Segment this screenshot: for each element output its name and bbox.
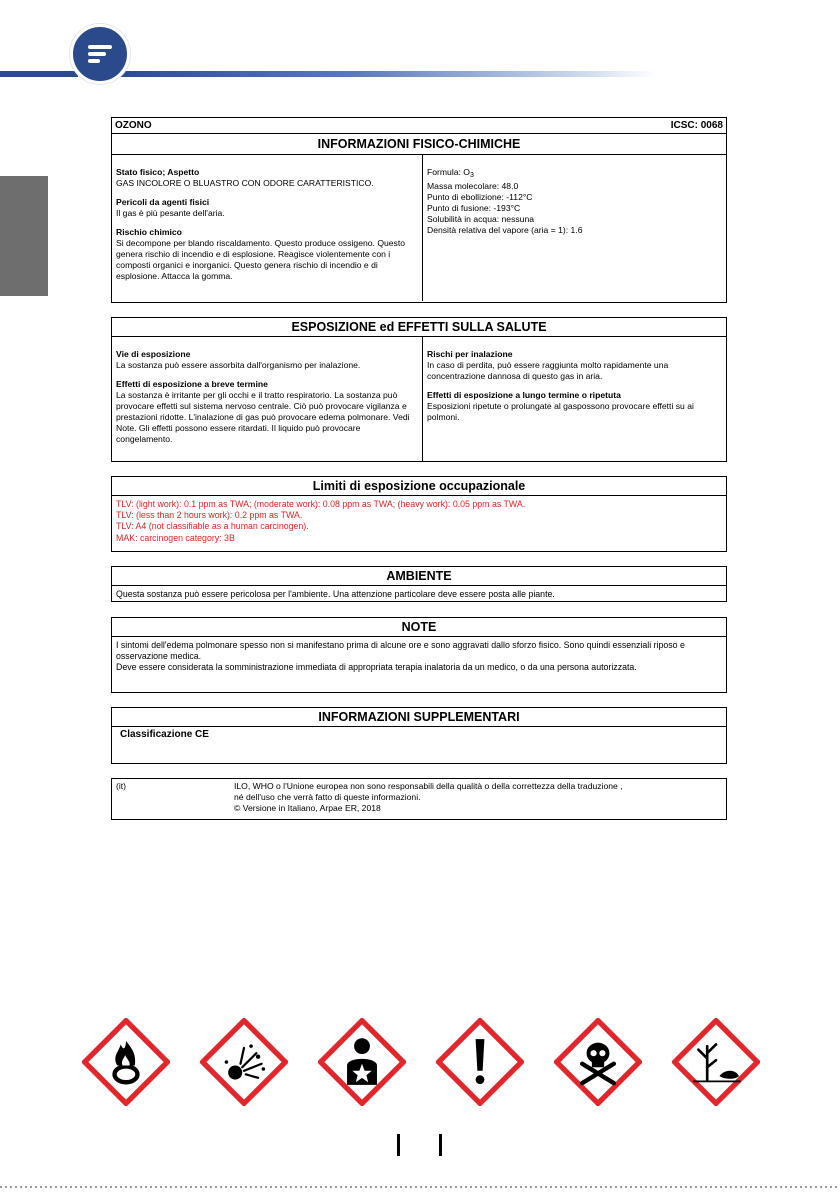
exposure-title: ESPOSIZIONE ed EFFETTI SULLA SALUTE [112, 318, 726, 337]
disclaimer-box [111, 778, 727, 820]
physchem-right [423, 155, 726, 301]
exclamation-mark-icon [436, 1018, 524, 1106]
limit-line: TLV: (light work): 0.1 ppm as TWA; (moderate work): 0.08 ppm as TWA; (heavy work): 0.05 ppm as TWA. [116, 499, 526, 509]
physchem-left [112, 155, 423, 301]
property-line: Punto di fusione: -193°C [427, 203, 521, 213]
note-paragraph: I sintomi dell'edema polmonare spesso non si manifestano prima di alcune ore e sono aggravati dallo sforzo fisico. Sono quindi essenziali riposo e osservazione medica. [116, 640, 685, 662]
exposure-routes [116, 349, 418, 371]
limit-line: TLV: (less than 2 hours work): 0.2 ppm as TWA. [116, 510, 303, 521]
exposure-section [111, 317, 727, 462]
section-heading: Pericoli da agenti fisici [116, 197, 210, 207]
page-mark-right [439, 1134, 442, 1156]
property-line: Solubilità in acqua: nessuna [427, 214, 535, 224]
language-code: (it) [116, 781, 127, 791]
physchem-section [111, 117, 727, 303]
menu-lines-icon [85, 39, 115, 69]
notes-body [112, 637, 726, 677]
section-text: In caso di perdita, può essere raggiunta molto rapidamente una concentrazione dannosa di questo gas in aria. [427, 360, 669, 381]
formula-label: Formula: O [427, 167, 470, 177]
health-hazard-icon [318, 1018, 406, 1106]
physchem-physical-hazards [116, 197, 418, 219]
header-line-right [112, 71, 657, 77]
section-text: Si decompone per blando riscaldamento. Questo produce ossigeno. Questo genera rischio di incendio e di esplosione. Reagisce violentemente con i composti organici e inorganici. Questo genera rischio di incendio e di esplosione. Attacca la gomma. [116, 238, 406, 281]
environment-section [111, 566, 727, 602]
physchem-title: INFORMAZIONI FISICO-CHIMICHE [112, 134, 726, 155]
property-line: Punto di ebollizione: -112°C [427, 192, 533, 202]
page-mark-left [397, 1134, 400, 1156]
formula [427, 167, 722, 181]
flame-over-circle-icon [82, 1018, 170, 1106]
note-paragraph: Deve essere considerata la somministrazione immediata di appropriata terapia inalatoria da un medico, o da una persona autorizzata. [116, 662, 637, 673]
icsc-number: ICSC: 0068 [670, 120, 723, 131]
physchem-chemical-hazards [116, 227, 418, 282]
disclaimer-text [234, 781, 722, 815]
section-heading: Stato fisico; Aspetto [116, 167, 200, 177]
section-text: La sostanza è irritante per gli occhi e il tratto respiratorio. La sostanza può provocare effetti sul sistema nervoso centrale. Ciò può provocare vigilanza e prestazioni ridotte. L'inalazione di gas può provocare edema polmonare. Vedi Note. Gli effetti possono essere ritardati. Il liquido può provocare congelamento. [116, 390, 410, 444]
card-topline [112, 118, 726, 134]
disclaimer-line: né dell'uso che verrà fatto di queste informazioni. [234, 792, 421, 803]
supplementary-section [111, 707, 727, 764]
limits-list [112, 496, 726, 547]
notes-section [111, 617, 727, 693]
classification-label: Classificazione CE [120, 729, 209, 740]
environment-icon [672, 1018, 760, 1106]
supplementary-title: INFORMAZIONI SUPPLEMENTARI [112, 708, 726, 727]
exposure-inhalation [427, 349, 722, 382]
section-heading: Effetti di esposizione a lungo termine o ripetuta [427, 390, 621, 400]
exposure-left [112, 337, 423, 462]
section-text: Il gas è più pesante dell'aria. [116, 208, 225, 218]
formula-subscript: 3 [469, 172, 474, 179]
limits-section [111, 476, 727, 552]
environment-title: AMBIENTE [112, 567, 726, 586]
exposure-long-term [427, 390, 722, 423]
environment-text: Questa sostanza può essere pericolosa per l'ambiente. Una attenzione particolare deve essere posta alle piante. [116, 589, 555, 599]
skull-crossbones-icon [554, 1018, 642, 1106]
section-heading: Rischi per inalazione [427, 349, 513, 359]
limit-line: TLV: A4 (not classifiable as a human carcinogen). [116, 521, 309, 532]
limit-line: MAK: carcinogen category: 3B [116, 532, 235, 543]
disclaimer-line: © Versione in Italiano, Arpae ER, 2018 [234, 803, 381, 814]
exposure-short-term [116, 379, 418, 445]
header-line-left [0, 71, 78, 77]
physchem-state [116, 167, 418, 189]
property-line: Densità relativa del vapore (aria = 1): 1.6 [427, 225, 583, 235]
ghs-pictograms [82, 1018, 762, 1104]
header-logo [70, 24, 130, 84]
exposure-right [423, 337, 726, 462]
bottom-dotted-line [0, 1186, 840, 1188]
section-text: GAS INCOLORE O BLUASTRO CON ODORE CARATTERISTICO. [116, 178, 374, 188]
section-heading: Effetti di esposizione a breve termine [116, 379, 268, 389]
substance-name: OZONO [115, 120, 152, 131]
section-heading: Rischio chimico [116, 227, 182, 237]
side-tab [0, 176, 48, 296]
section-heading: Vie di esposizione [116, 349, 191, 359]
section-text: Esposizioni ripetute o prolungate al gaspossono provocare effetti su ai polmoni. [427, 401, 694, 422]
property-line: Massa molecolare: 48.0 [427, 181, 519, 191]
limits-title: Limiti di esposizione occupazionale [112, 477, 726, 496]
exploding-bomb-icon [200, 1018, 288, 1106]
notes-title: NOTE [112, 618, 726, 637]
section-text: La sostanza può essere assorbita dall'organismo per inalazione. [116, 360, 361, 370]
disclaimer-line: ILO, WHO o l'Unione europea non sono responsabili della qualità o della correttezza della traduzione , [234, 781, 623, 791]
